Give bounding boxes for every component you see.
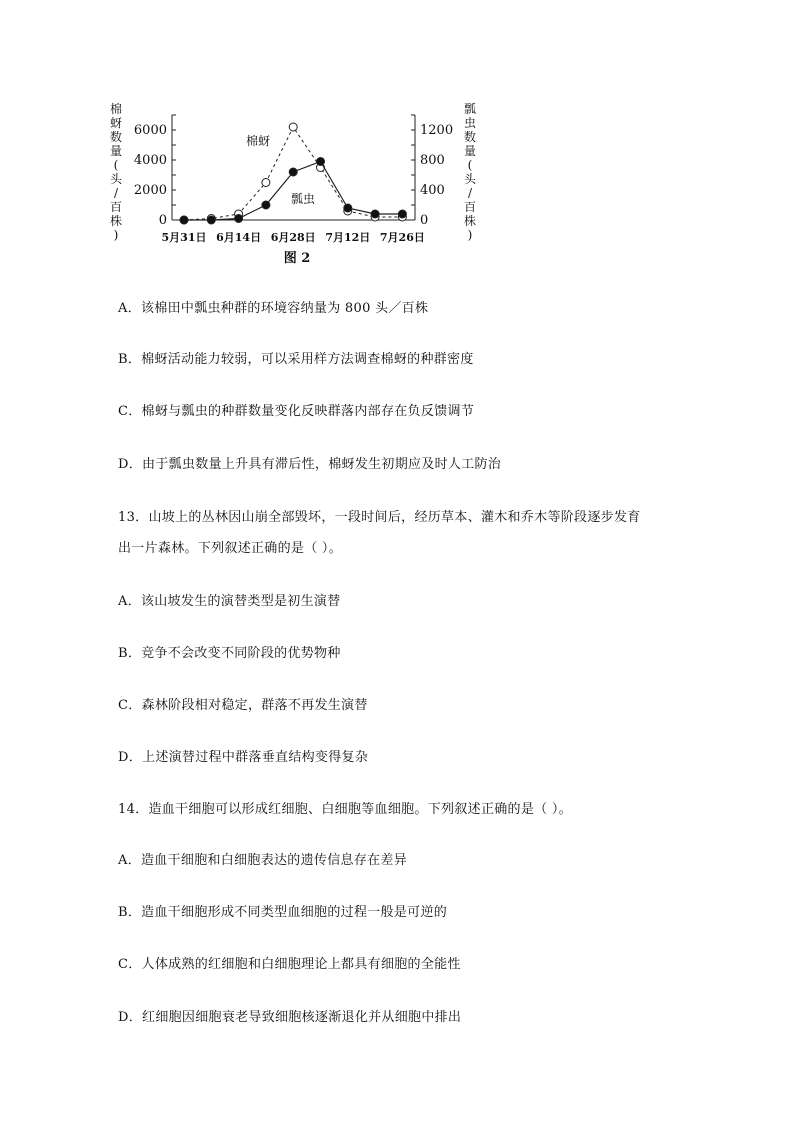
series-label-ladybug: 瓢虫: [290, 192, 316, 206]
left-axis-label-char: 头: [109, 172, 123, 186]
left-axis-label-char: 数: [109, 130, 123, 144]
right-axis-label-char: 头: [463, 172, 477, 186]
option-13a: A．该山坡发生的演替类型是初生演替: [118, 594, 341, 609]
right-axis-label-char: 量: [463, 144, 477, 158]
option-14b: B．造血干细胞形成不同类型血细胞的过程一般是可逆的: [118, 905, 448, 920]
option-12c: C．棉蚜与瓢虫的种群数量变化反映群落内部存在负反馈调节: [118, 404, 475, 419]
left-axis-label-char: 棉: [109, 102, 123, 116]
option-12b: B．棉蚜活动能力较弱，可以采用样方法调查棉蚜的种群密度: [118, 352, 474, 367]
x-tick-label: 5月31日: [161, 231, 207, 244]
chart-caption: 图 2: [283, 251, 311, 266]
left-axis-label-char: 蚜: [109, 116, 123, 130]
left-axis-label-char: 百: [109, 200, 123, 214]
left-axis-label-char: 量: [109, 144, 123, 158]
left-tick-label: 0: [158, 213, 167, 228]
data-point-ladybug: [207, 216, 215, 224]
data-point-aphid: [262, 179, 270, 187]
left-tick-label: 4000: [133, 153, 167, 168]
data-point-aphid: [289, 123, 297, 131]
population-chart: [0, 0, 794, 275]
data-point-ladybug: [235, 215, 243, 223]
left-axis-label-char: 株: [109, 214, 123, 228]
right-axis-label-char: ): [467, 228, 473, 242]
right-axis-label-char: 百: [463, 200, 477, 214]
right-tick-label: 800: [420, 153, 445, 168]
x-tick-label: 7月12日: [325, 231, 371, 244]
option-14a: A．造血干细胞和白细胞表达的遗传信息存在差异: [118, 853, 407, 868]
option-12a: A．该棉田中瓢虫种群的环境容纳量为 800 头／百株: [118, 301, 429, 316]
option-13c: C．森林阶段相对稳定，群落不再发生演替: [118, 698, 368, 713]
right-tick-label: 400: [420, 183, 445, 198]
data-point-ladybug: [371, 210, 379, 218]
option-12d: D．由于瓢虫数量上升具有滞后性，棉蚜发生初期应及时人工防治: [118, 457, 502, 472]
right-axis-label-char: 株: [463, 214, 477, 228]
left-tick-label: 2000: [133, 183, 167, 198]
option-13b: B．竞争不会改变不同阶段的优势物种: [118, 646, 341, 661]
right-axis-label-char: /: [467, 186, 473, 200]
right-tick-label: 1200: [420, 123, 454, 138]
left-axis-label-char: ): [113, 228, 119, 242]
right-tick-label: 0: [420, 213, 429, 228]
question-13-line2: 出一片森林。下列叙述正确的是（ ）。: [118, 541, 343, 556]
option-14c: C．人体成熟的红细胞和白细胞理论上都具有细胞的全能性: [118, 957, 461, 972]
data-point-ladybug: [180, 216, 188, 224]
x-tick-label: 6月14日: [216, 231, 262, 244]
question-14: 14．造血干细胞可以形成红细胞、白细胞等血细胞。下列叙述正确的是（ ）。: [118, 802, 572, 817]
x-tick-label: 6月28日: [270, 231, 316, 244]
right-axis-label-char: 瓢: [463, 102, 477, 116]
left-axis-label-char: /: [113, 186, 119, 200]
right-axis-label-char: (: [467, 158, 473, 172]
x-tick-label: 7月26日: [379, 231, 425, 244]
data-point-ladybug: [317, 158, 325, 166]
data-point-ladybug: [289, 168, 297, 176]
data-point-ladybug: [398, 210, 406, 218]
right-axis-label-char: 数: [463, 130, 477, 144]
left-axis-label-char: (: [113, 158, 119, 172]
right-axis-label-char: 虫: [463, 116, 477, 130]
data-point-ladybug: [262, 201, 270, 209]
option-13d: D．上述演替过程中群落垂直结构变得复杂: [118, 750, 369, 765]
left-tick-label: 6000: [133, 123, 167, 138]
option-14d: D．红细胞因细胞衰老导致细胞核逐渐退化并从细胞中排出: [118, 1010, 462, 1025]
data-point-ladybug: [344, 204, 352, 212]
series-label-aphid: 棉蚜: [245, 134, 271, 148]
question-13-line1: 13．山坡上的丛林因山崩全部毁坏，一段时间后，经历草本、灌木和乔木等阶段逐步发育: [118, 510, 641, 525]
